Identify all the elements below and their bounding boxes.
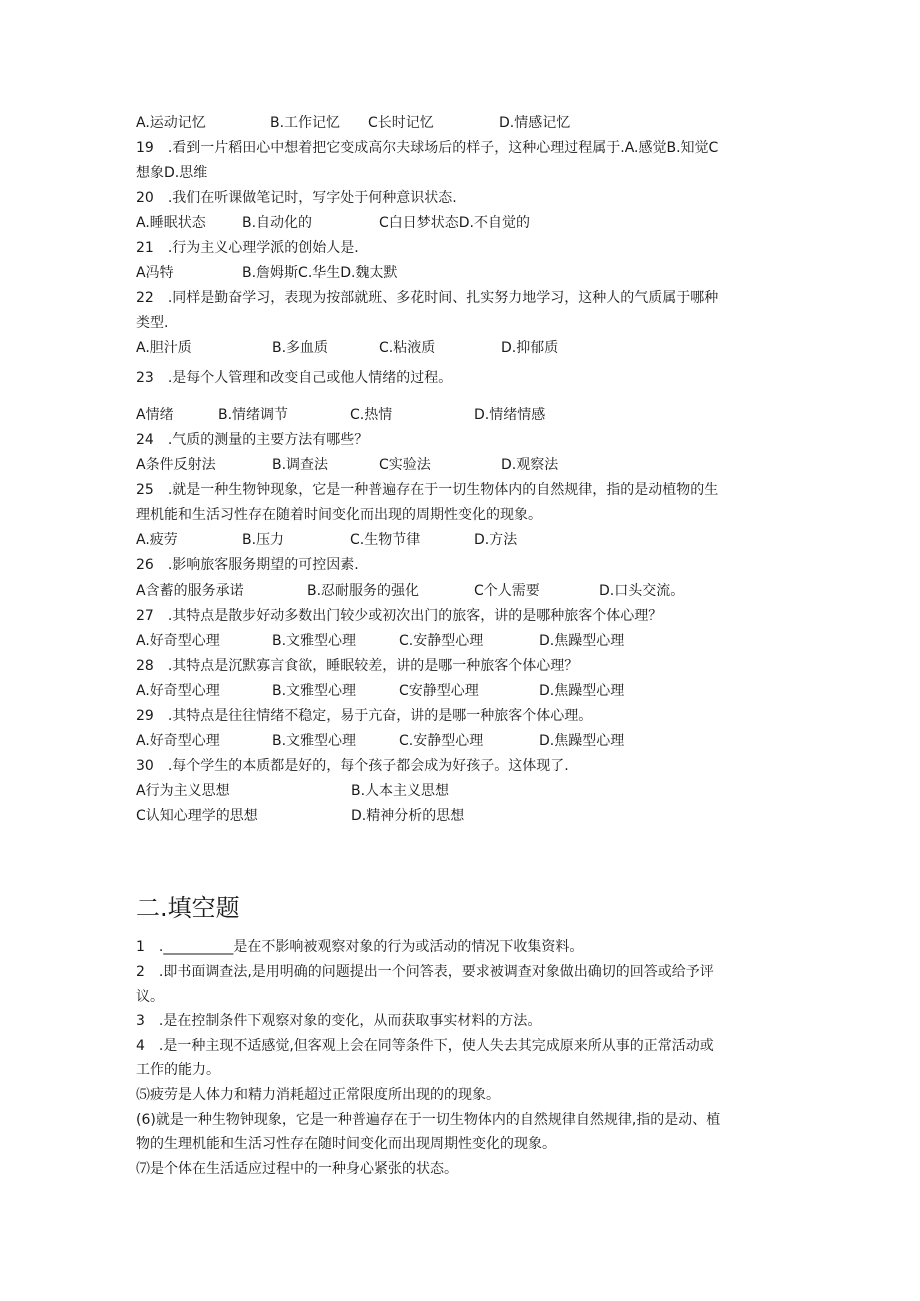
q25-text-line2: 理机能和生活习性存在随着时间变化而出现的周期性变化的现象。 [136, 507, 542, 523]
q24-option-a: A条件反射法 [136, 457, 216, 473]
q27-option-a: A.好奇型心理 [136, 633, 220, 649]
q27-option-d: D.焦躁型心理 [539, 633, 625, 649]
q23-option-c: C.热情 [350, 407, 393, 423]
q25-option-b: B.压力 [242, 532, 285, 548]
q22-text-line2: 类型. [136, 315, 169, 331]
section-title: 二.填空题 [136, 894, 240, 922]
q23-option-a: A情绪 [136, 407, 174, 423]
fill-question-6-line2: 物的生理机能和生活习性存在随时间变化而出现周期性变化的现象。 [136, 1136, 556, 1152]
fill-question-3: 3 .是在控制条件下观察对象的变化，从而获取事实材料的方法。 [136, 1013, 542, 1029]
fill-question-4-line1: 4 .是一种主现不适感觉,但客观上会在同等条件下，使人失去其完成原来所从事的正常活动或 [136, 1038, 714, 1054]
fill-question-6-line1: (6)就是一种生物钟现象，它是一种普遍存在于一切生物体内的自然规律自然规律,指的是动、植 [136, 1112, 721, 1128]
q18-option-c: C长时记忆 [368, 115, 434, 131]
q24-option-c: C实验法 [379, 457, 431, 473]
q30-option-b: B.人本主义思想 [351, 783, 450, 799]
q26-option-c: C个人需要 [474, 583, 540, 599]
q22-option-c: C.粘液质 [379, 340, 436, 356]
fill-question-2-line2: 议。 [136, 989, 164, 1005]
q26-option-d: D.口头交流。 [599, 583, 685, 599]
q20-text: 20 .我们在听课做笔记时，写字处于何种意识状态. [136, 190, 457, 206]
q22-text-line1: 22 .同样是勤奋学习，表现为按部就班、多花时间、扎实努力地学习，这种人的气质属于哪种 [136, 290, 719, 306]
q24-option-d: D.观察法 [501, 457, 559, 473]
q26-option-b: B.忍耐服务的强化 [307, 583, 420, 599]
q21-option-bcd: B.詹姆斯C.华生D.魏太默 [242, 265, 398, 281]
fill-question-7: ⑺是个体在生活适应过程中的一种身心紧张的状态。 [136, 1161, 458, 1177]
q28-option-c: C安静型心理 [399, 683, 479, 699]
q28-text: 28 .其特点是沉默寡言食欲，睡眠较差，讲的是哪一种旅客个体心理？ [136, 658, 579, 674]
q28-option-d: D.焦躁型心理 [539, 683, 625, 699]
q18-option-b: B.工作记忆 [270, 115, 341, 131]
q27-text: 27 .其特点是散步好动多数出门较少或初次出门的旅客，讲的是哪种旅客个体心理？ [136, 608, 663, 624]
q29-option-b: B.文雅型心理 [272, 733, 357, 749]
q23-option-d: D.情绪情感 [474, 407, 546, 423]
q20-option-cd: C白日梦状态D.不自觉的 [379, 215, 531, 231]
q27-option-b: B.文雅型心理 [272, 633, 357, 649]
q18-option-a: A.运动记忆 [136, 115, 206, 131]
q25-option-d: D.方法 [474, 532, 518, 548]
q20-option-b: B.自动化的 [242, 215, 313, 231]
q23-text: 23 .是每个人管理和改变自己或他人情绪的过程。 [136, 370, 453, 386]
q26-option-a: A含蓄的服务承诺 [136, 583, 244, 599]
q22-option-a: A.胆汁质 [136, 340, 192, 356]
q19-text-line2: 想象D.思维 [136, 165, 208, 181]
q22-option-b: B.多血质 [272, 340, 329, 356]
q30-option-d: D.精神分析的思想 [351, 808, 465, 824]
q29-text: 29 .其特点是往往情绪不稳定，易于亢奋，讲的是哪一种旅客个体心理。 [136, 708, 593, 724]
fill-question-2-line1: 2 .即书面调查法,是用明确的问题提出一个问答表，要求被调查对象做出确切的回答或给予评 [136, 964, 714, 980]
q29-option-c: C.安静型心理 [399, 733, 484, 749]
q30-option-a: A行为主义思想 [136, 783, 230, 799]
q21-option-a: A冯特 [136, 265, 174, 281]
q30-text: 30 .每个学生的本质都是好的，每个孩子都会成为好孩子。这体现了. [136, 758, 569, 774]
q30-option-c: C认知心理学的思想 [136, 808, 258, 824]
q25-option-c: C.生物节律 [350, 532, 421, 548]
fill-question-4-line2: 工作的能力。 [136, 1062, 220, 1078]
q23-option-b: B.情绪调节 [218, 407, 289, 423]
q29-option-a: A.好奇型心理 [136, 733, 220, 749]
q27-option-c: C.安静型心理 [399, 633, 484, 649]
q26-text: 26 .影响旅客服务期望的可控因素. [136, 557, 359, 573]
q28-option-b: B.文雅型心理 [272, 683, 357, 699]
fill-question-1: 1 .__________是在不影响被观察对象的行为或活动的情况下收集资料。 [136, 939, 584, 955]
q18-option-d: D.情感记忆 [499, 115, 571, 131]
q29-option-d: D.焦躁型心理 [539, 733, 625, 749]
q24-option-b: B.调查法 [272, 457, 329, 473]
q25-option-a: A.疲劳 [136, 532, 178, 548]
q22-option-d: D.抑郁质 [501, 340, 559, 356]
q28-option-a: A.好奇型心理 [136, 683, 220, 699]
q20-option-a: A.睡眠状态 [136, 215, 206, 231]
q19-text-line1: 19 .看到一片稻田心中想着把它变成高尔夫球场后的样子，这种心理过程属于.A.感觉B.知觉C [136, 140, 719, 156]
q25-text-line1: 25 .就是一种生物钟现象，它是一种普遍存在于一切生物体内的自然规律，指的是动植物的生 [136, 482, 719, 498]
q21-text: 21 .行为主义心理学派的创始人是. [136, 240, 359, 256]
fill-question-5: ⑸疲劳是人体力和精力消耗超过正常限度所出现的的现象。 [136, 1087, 500, 1103]
q24-text: 24 .气质的测量的主要方法有哪些？ [136, 432, 369, 448]
